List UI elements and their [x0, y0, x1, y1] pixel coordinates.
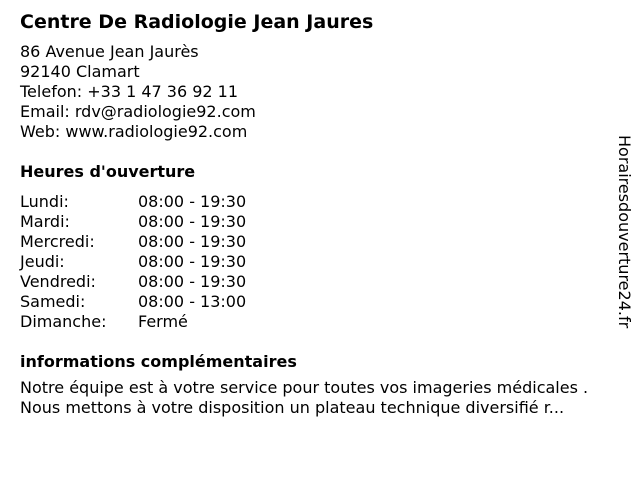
hours-day: Vendredi:	[20, 272, 96, 291]
hours-time: 08:00 - 19:30	[138, 212, 247, 231]
site-watermark: Horairesdouverture24.fr	[615, 135, 634, 329]
phone-number: Telefon: +33 1 47 36 92 11	[20, 82, 239, 101]
business-info-card	[20, 10, 620, 418]
opening-hours-table	[20, 192, 620, 332]
website-address: Web: www.radiologie92.com	[20, 122, 248, 141]
hours-day: Dimanche:	[20, 312, 107, 331]
hours-time: 08:00 - 13:00	[138, 292, 247, 311]
contact-block	[20, 42, 620, 142]
opening-hours-heading: Heures d'ouverture	[20, 162, 196, 181]
hours-day: Samedi:	[20, 292, 86, 311]
hours-time: Fermé	[138, 312, 188, 331]
hours-row-tuesday	[20, 212, 620, 232]
hours-row-sunday	[20, 312, 620, 332]
hours-day: Jeudi:	[20, 252, 65, 271]
hours-row-monday	[20, 192, 620, 212]
business-name: Centre De Radiologie Jean Jaures	[20, 11, 374, 33]
hours-day: Mardi:	[20, 212, 70, 231]
hours-time: 08:00 - 19:30	[138, 272, 247, 291]
hours-row-thursday	[20, 252, 620, 272]
hours-day: Lundi:	[20, 192, 69, 211]
address-city: 92140 Clamart	[20, 62, 140, 81]
hours-row-saturday	[20, 292, 620, 312]
additional-info-text: Notre équipe est à votre service pour toutes vos imageries médicales . Nous mettons à votre disposition un plateau technique diversifié r...	[20, 378, 589, 417]
hours-time: 08:00 - 19:30	[138, 252, 247, 271]
hours-time: 08:00 - 19:30	[138, 232, 247, 251]
email-address: Email: rdv@radiologie92.com	[20, 102, 256, 121]
hours-row-wednesday	[20, 232, 620, 252]
additional-info-heading: informations complémentaires	[20, 352, 297, 371]
hours-day: Mercredi:	[20, 232, 95, 251]
hours-time: 08:00 - 19:30	[138, 192, 247, 211]
address-street: 86 Avenue Jean Jaurès	[20, 42, 199, 61]
hours-row-friday	[20, 272, 620, 292]
